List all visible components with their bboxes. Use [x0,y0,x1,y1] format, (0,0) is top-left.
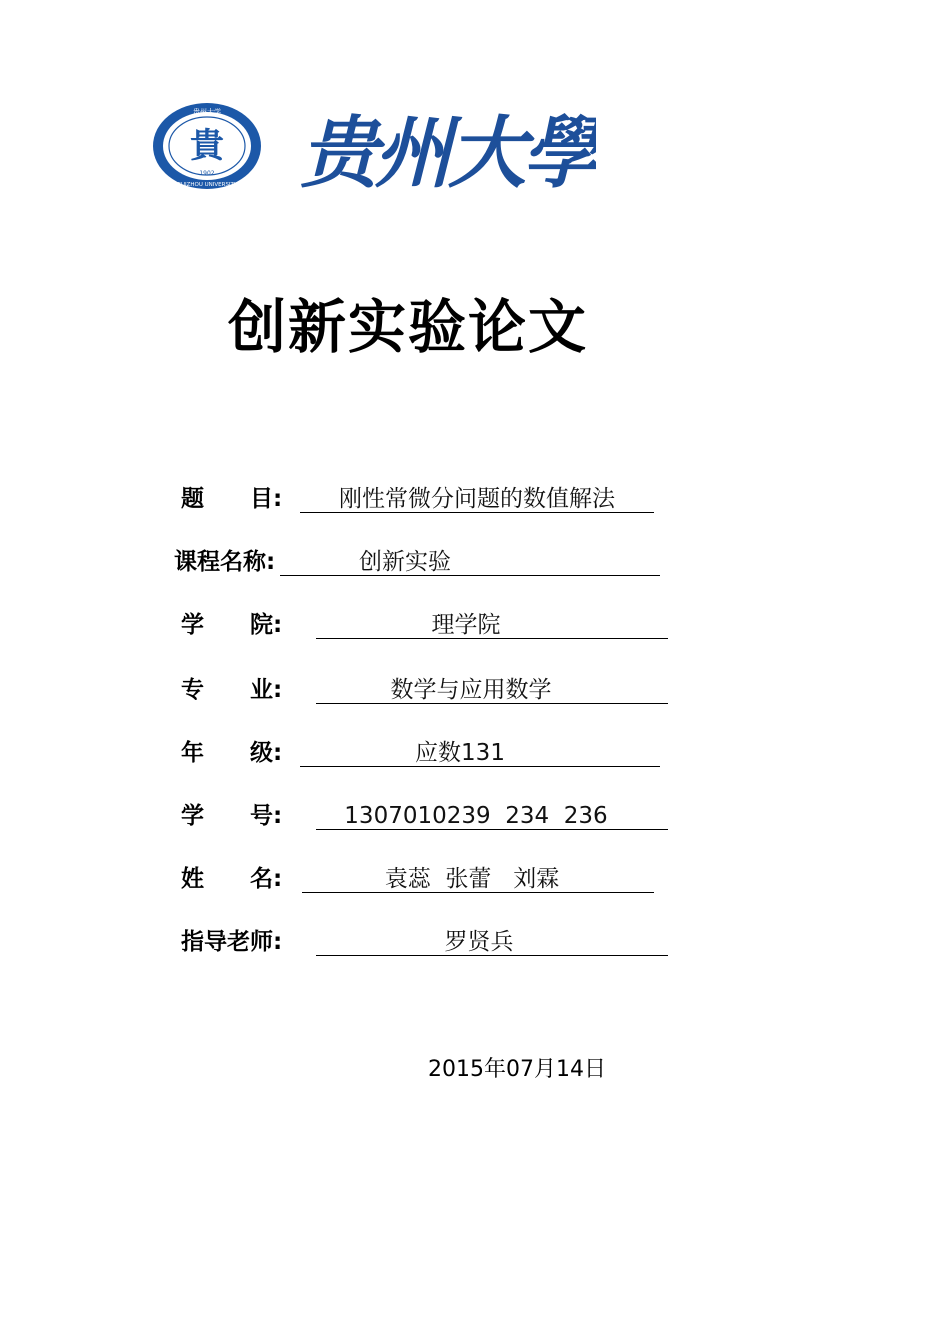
university-seal-logo [152,102,262,190]
seal-glyph: 貴 [190,126,224,166]
field-course [0,545,950,585]
field-major [0,673,950,713]
field-grade-value: 应数131 [415,740,505,766]
field-advisor [0,925,950,965]
field-advisor-label: 指导老师: [181,929,283,955]
svg-text:贵州大學: 贵州大學 [300,108,596,199]
field-topic-value: 刚性常微分问题的数值解法 [339,486,615,512]
field-grade [0,736,950,776]
field-course-underline [280,575,660,576]
field-college-label: 学 院: [181,612,283,638]
field-topic-label: 题 目: [181,486,283,512]
field-advisor-value: 罗贤兵 [444,929,514,955]
field-student-id-value: 1307010239 234 236 [344,803,608,829]
field-college-value: 理学院 [431,612,501,638]
field-college [0,608,950,648]
field-name-value: 袁蕊 张蕾 刘霖 [384,866,560,892]
field-course-value: 创新实验 [359,549,451,575]
field-student-id [0,799,950,839]
university-calligraphy-logo [300,78,596,206]
field-college-underline [316,638,668,639]
field-name-underline [302,892,654,893]
field-major-underline [316,703,668,704]
field-name-label: 姓 名: [181,866,283,892]
svg-text:GUIZHOU UNIVERSITY: GUIZHOU UNIVERSITY [176,182,238,188]
field-grade-label: 年 级: [181,740,283,766]
field-grade-underline [300,766,660,767]
field-name [0,862,950,902]
field-advisor-underline [316,955,668,956]
submission-date: 2015年07月14日 [428,1057,606,1082]
field-student-id-label: 学 号: [181,803,283,829]
svg-text:贵州大学: 贵州大学 [193,108,221,116]
field-student-id-underline [316,829,668,830]
svg-text:1902: 1902 [199,170,215,177]
field-course-label: 课程名称: [174,549,276,575]
field-topic [0,482,950,522]
field-major-value: 数学与应用数学 [390,677,552,703]
field-major-label: 专 业: [181,677,283,703]
page-title: 创新实验论文 [228,293,589,361]
field-topic-underline [300,512,654,513]
